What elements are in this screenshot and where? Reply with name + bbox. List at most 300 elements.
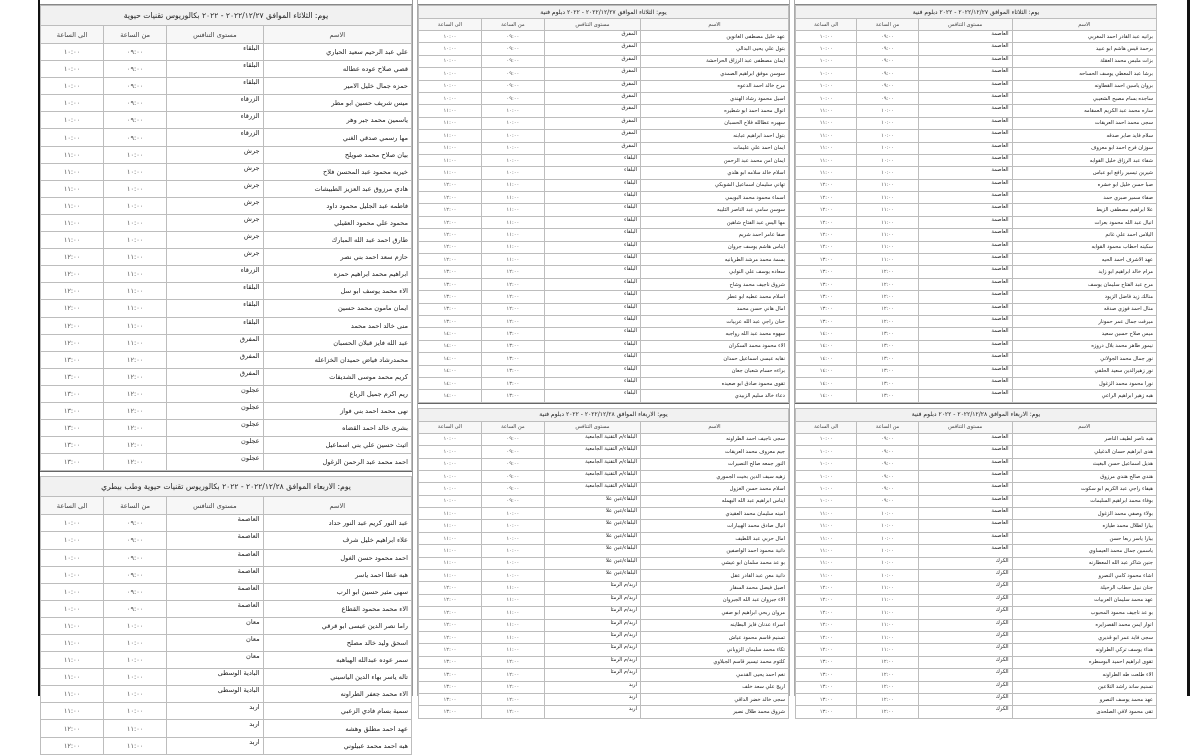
cell-level: الكرك [918,656,1012,668]
cell-level: المفرق [167,368,263,385]
cell-from-time: ٠٩:٠٠ [104,95,167,112]
cell-from-time: ١٢:٠٠ [104,420,167,437]
cell-name: تقى محمود لافي الصلحدى [1012,706,1156,718]
cell-name: ميس شريف حسين ابو مطر [263,95,411,112]
table-row [419,315,789,327]
cell-level: الزرقاء [167,112,263,129]
panel-left-tables [40,5,412,755]
cell-name: شروق ناجيف محمد وشاح [641,278,789,290]
cell-name: اسحق وليد خالد مصلح [263,635,411,652]
cell-name: تسنيم قاسم محمود عياش [641,631,789,643]
cell-from-time: ١٢:٠٠ [857,266,918,278]
table-row [41,232,412,249]
cell-name: سهى مثير حسين ابو الرب [263,583,411,600]
cell-level: البلقاء [544,266,640,278]
cell-to-time: ١٢:٠٠ [419,582,482,594]
cell-from-time: ١٢:٠٠ [481,315,544,327]
table-row [419,278,789,290]
table-row [419,117,789,129]
cell-level: العاصمة [918,291,1012,303]
cell-level: البلقاء/عين علا [544,508,640,520]
header-level: مستوى التنافس [167,26,263,44]
cell-to-time: ١٠:٠٠ [796,68,857,80]
cell-from-time: ٠٩:٠٠ [104,112,167,129]
cell-level: جرش [167,232,263,249]
cell-to-time: ١٣:٠٠ [419,669,482,681]
cell-name: اصيل فيصل محمد السقار [641,582,789,594]
cell-level: البلقاء [544,315,640,327]
cell-name: ايمان احمد علي عليمات [641,142,789,154]
table-row [419,130,789,142]
cell-level: العاصمة [918,117,1012,129]
cell-name: خيريه محمود عبد المحسن فلاح [263,163,411,180]
cell-to-time: ١٤:٠٠ [796,353,857,365]
cell-from-time: ٠٩:٠٠ [857,80,918,92]
cell-name: جيم معروف محمد العريقات [641,446,789,458]
table-row [796,483,1157,495]
cell-name: تسنيم ساند راشد التلاعين [1012,681,1156,693]
cell-to-time: ١١:٠٠ [796,130,857,142]
header-name: الاسم [641,19,789,31]
cell-level: العاصمة [918,31,1012,43]
cell-from-time: ١٠:٠٠ [481,570,544,582]
table-row [796,68,1157,80]
cell-level: العاصمة [918,520,1012,532]
table-row [419,365,789,377]
cell-name: برانيه عبد القادر احمد المغربي [1012,31,1156,43]
cell-name: صفاء سمير صبري حمد [1012,192,1156,204]
cell-name: دانية محمود احمد الواصفين [641,545,789,557]
cell-from-time: ١١:٠٠ [481,241,544,253]
document-page-right [794,0,1190,715]
cell-level: العاصمة [918,328,1012,340]
table-row [796,545,1157,557]
cell-from-time: ١٠:٠٠ [481,557,544,569]
cell-name: قصي صلاح عوده عطاله [263,61,411,78]
cell-to-time: ١٢:٠٠ [796,631,857,643]
cell-name: اسلام محمد عطيه ابو عطر [641,291,789,303]
cell-to-time: ١١:٠٠ [796,105,857,117]
cell-name: مها اليس عبد الفتاح شاهين [641,216,789,228]
cell-to-time: ١٣:٠٠ [41,351,104,368]
cell-from-time: ٠٩:٠٠ [104,78,167,95]
table-row [41,300,412,317]
cell-name: حنان راجي عبد الله عربيات [641,315,789,327]
header-name: الاسم [1012,421,1156,433]
cell-level: البلقاء [544,154,640,166]
cell-to-time: ١٠:٠٠ [41,95,104,112]
table-row [796,179,1157,191]
cell-from-time: ١٠:٠٠ [104,180,167,197]
table-row [419,266,789,278]
cell-to-time: ١٤:٠٠ [796,390,857,402]
cell-from-time: ١٠:٠٠ [481,520,544,532]
cell-level: البلقاء/عين علا [544,557,640,569]
table-title-row [41,6,412,26]
cell-from-time: ١٢:٠٠ [481,681,544,693]
cell-to-time: ١٣:٠٠ [796,693,857,705]
cell-from-time: ١١:٠٠ [104,266,167,283]
schedule-table [418,408,789,719]
cell-from-time: ١٠:٠٠ [857,570,918,582]
cell-from-time: ٠٩:٠٠ [481,31,544,43]
cell-to-time: ١٠:٠٠ [41,61,104,78]
cell-name: ايناس ابراهيم عبد الله البهمله [641,495,789,507]
cell-name: بشرى خالد احمد القضاه [263,420,411,437]
cell-from-time: ١٢:٠٠ [481,693,544,705]
cell-from-time: ٠٩:٠٠ [481,43,544,55]
cell-level: المفرق [167,351,263,368]
cell-from-time: ١١:٠٠ [104,300,167,317]
cell-from-time: ١١:٠٠ [481,644,544,656]
cell-level: البلقاء [544,353,640,365]
cell-from-time: ١٠:٠٠ [857,117,918,129]
table-row [41,669,412,686]
table-row [419,303,789,315]
cell-name: صبا حسن خليل ابو خشره [1012,179,1156,191]
cell-from-time: ١٣:٠٠ [481,353,544,365]
cell-from-time: ١٢:٠٠ [481,706,544,718]
header-name: الاسم [1012,19,1156,31]
cell-from-time: ١٠:٠٠ [104,163,167,180]
table-row [41,112,412,129]
cell-name: امال هاني حسن محمد [641,303,789,315]
cell-to-time: ١١:٠٠ [41,635,104,652]
cell-level: العاصمة [918,483,1012,495]
table-row [796,192,1157,204]
cell-to-time: ١٢:٠٠ [419,179,482,191]
cell-to-time: ١٠:٠٠ [796,495,857,507]
cell-name: نور جمال محمد الجولاني [1012,353,1156,365]
cell-name: دعاء خالد سليم الزبيدي [641,390,789,402]
cell-name: عهد احمد مطلق وهشه [263,720,411,737]
cell-level: المفرق [544,31,640,43]
table-row [796,377,1157,389]
cell-level: البادية الوسطى [167,686,263,703]
cell-name: نغم احمد يحيى القدمي [641,669,789,681]
cell-to-time: ١٢:٠٠ [796,229,857,241]
table-row [419,656,789,668]
cell-to-time: ١٠:٠٠ [41,515,104,532]
table-row [41,317,412,334]
cell-name: برحمة قيس هاشم ابو عبيد [1012,43,1156,55]
cell-level: جرش [167,214,263,231]
cell-from-time: ٠٩:٠٠ [857,495,918,507]
cell-to-time: ١١:٠٠ [796,520,857,532]
table-row [41,566,412,583]
table-header-row [419,19,789,31]
table-row [796,167,1157,179]
cell-to-time: ١٣:٠٠ [41,454,104,471]
cell-from-time: ١٣:٠٠ [481,390,544,402]
cell-name: عهد محمد سليمان العربيات [1012,594,1156,606]
table-row [419,105,789,117]
cell-from-time: ١٠:٠٠ [481,154,544,166]
cell-level: معان [167,652,263,669]
cell-name: علاء ابراهيم خليل شرف [263,532,411,549]
table-row [41,197,412,214]
cell-from-time: ١١:٠٠ [481,582,544,594]
cell-name: ساره محمد عبد الكريم العمقامه [1012,105,1156,117]
cell-name: حمزه جمال خليل الامير [263,78,411,95]
cell-from-time: ١٠:٠٠ [481,167,544,179]
cell-name: الاء محمد محمود القطاع [263,600,411,617]
cell-to-time: ١٤:٠٠ [419,353,482,365]
cell-name: سجى خالد خضر الداقي [641,693,789,705]
cell-name: ريم اكرم جميل الرباع [263,385,411,402]
table-row [419,179,789,191]
cell-from-time: ٠٩:٠٠ [481,495,544,507]
cell-to-time: ١٠:٠٠ [419,433,482,445]
table-row [796,303,1157,315]
table-row [796,508,1157,520]
table-row [41,44,412,61]
cell-to-time: ١٢:٠٠ [419,631,482,643]
cell-name: النور جمعه صالح النصيرات [641,458,789,470]
cell-name: بروان ياسين احمد القطاونه [1012,80,1156,92]
cell-to-time: ١٤:٠٠ [419,377,482,389]
table-row [41,266,412,283]
cell-level: عجلون [167,437,263,454]
cell-to-time: ١١:٠٠ [419,570,482,582]
cell-level: البلقاء/م التقنية الجامعية [544,433,640,445]
cell-from-time: ١٣:٠٠ [857,340,918,352]
table-row [796,681,1157,693]
cell-from-time: ١٢:٠٠ [857,303,918,315]
cell-from-time: ١٢:٠٠ [857,315,918,327]
table-row [419,520,789,532]
cell-to-time: ١١:٠٠ [419,508,482,520]
cell-to-time: ١٣:٠٠ [419,706,482,718]
table-row [41,129,412,146]
cell-to-time: ١٢:٠٠ [419,204,482,216]
cell-level: اربد [167,720,263,737]
table-row [796,495,1157,507]
cell-level: العاصمة [918,315,1012,327]
cell-to-time: ١١:٠٠ [419,105,482,117]
cell-level: العاصمة [918,105,1012,117]
cell-name: اسماء محمود محمد البويمي [641,192,789,204]
cell-level: العاصمة [167,515,263,532]
cell-to-time: ١١:٠٠ [41,686,104,703]
cell-to-time: ١٢:٠٠ [41,283,104,300]
header-level: مستوى التنافس [918,19,1012,31]
cell-name: سجى محمد احمد العريقات [1012,117,1156,129]
header-to: الى الساعة [41,497,104,515]
cell-from-time: ١٢:٠٠ [104,437,167,454]
cell-from-time: ١١:٠٠ [857,241,918,253]
cell-level: اربد/م الرمثا [544,669,640,681]
cell-name: منالك زيد فاضل الزيود [1012,291,1156,303]
table-row [796,204,1157,216]
cell-to-time: ١٤:٠٠ [419,340,482,352]
cell-name: مروان ربحي ابراهيم ابو صفي [641,607,789,619]
table-row [796,340,1157,352]
cell-to-time: ١٠:٠٠ [796,92,857,104]
cell-name: اسلام محمد حسن الغزول [641,483,789,495]
cell-level: جرش [167,146,263,163]
cell-name: سجى ناجيف احمد الطراونه [641,433,789,445]
cell-name: بيارا ياسر ربعا حسن [1012,532,1156,544]
table-row [41,617,412,634]
cell-to-time: ١١:٠٠ [41,146,104,163]
cell-to-time: ١٠:٠٠ [419,458,482,470]
cell-from-time: ٠٩:٠٠ [857,470,918,482]
table-row [419,192,789,204]
cell-to-time: ١١:٠٠ [41,703,104,720]
cell-to-time: ١١:٠٠ [796,142,857,154]
cell-name: هداء يوسف تركي الطراونه [1012,644,1156,656]
cell-level: الكرك [918,693,1012,705]
cell-from-time: ٠٩:٠٠ [481,92,544,104]
cell-from-time: ١٠:٠٠ [481,545,544,557]
cell-level: البلقاء [544,365,640,377]
cell-level: العاصمة [918,303,1012,315]
cell-from-time: ١٢:٠٠ [104,368,167,385]
cell-level: العاصمة [918,458,1012,470]
cell-name: عهد خليل مصطفى الغانوين [641,31,789,43]
cell-name: براءه حسام شعبان جعان [641,365,789,377]
cell-name: سجى فايد عمر ابو قديري [1012,631,1156,643]
cell-name: اريج علي سعد خلف [641,681,789,693]
table-row [796,130,1157,142]
cell-name: هدى ابراهيم حسان الدغيلي [1012,446,1156,458]
cell-from-time: ١١:٠٠ [481,631,544,643]
cell-to-time: ١١:٠٠ [796,545,857,557]
cell-to-time: ١٠:٠٠ [419,470,482,482]
cell-from-time: ١٠:٠٠ [104,635,167,652]
table-row [796,532,1157,544]
table-row [796,644,1157,656]
cell-level: عجلون [167,402,263,419]
cell-to-time: ١١:٠٠ [41,163,104,180]
header-from: من الساعة [481,19,544,31]
cell-from-time: ١١:٠٠ [857,644,918,656]
cell-level: البلقاء/عين علا [544,570,640,582]
cell-name: سكينه احطاب محمود القوابه [1012,241,1156,253]
cell-level: الكرك [918,681,1012,693]
table-row [41,635,412,652]
cell-to-time: ١٢:٠٠ [796,241,857,253]
table-row [41,600,412,617]
cell-to-time: ١٣:٠٠ [419,303,482,315]
table-row [796,55,1157,67]
cell-level: البلقاء [167,44,263,61]
cell-from-time: ١٢:٠٠ [481,656,544,668]
cell-from-time: ١١:٠٠ [857,619,918,631]
cell-from-time: ١٠:٠٠ [857,130,918,142]
table-row [41,163,412,180]
cell-level: البلقاء [544,340,640,352]
table-row [419,154,789,166]
cell-level: جرش [167,180,263,197]
cell-to-time: ١٣:٠٠ [419,693,482,705]
cell-level: العاصمة [167,549,263,566]
cell-from-time: ٠٩:٠٠ [104,61,167,78]
table-row [796,594,1157,606]
cell-level: العاصمة [918,508,1012,520]
table-header-row [796,19,1157,31]
table-row [796,365,1157,377]
table-row [796,706,1157,718]
table-row [41,78,412,95]
cell-to-time: ١٣:٠٠ [796,669,857,681]
cell-name: هديل اسماعيل حسن البغيث [1012,458,1156,470]
table-row [796,80,1157,92]
cell-from-time: ١٢:٠٠ [857,669,918,681]
table-row [419,644,789,656]
cell-name: كلثوم محمد تيسير قاسم الجبلاوي [641,656,789,668]
cell-name: الاء جبروان عبد الله الجبروان [641,594,789,606]
cell-to-time: ١٠:٠٠ [796,43,857,55]
cell-level: العاصمة [918,68,1012,80]
cell-from-time: ١٠:٠٠ [481,117,544,129]
cell-to-time: ١٢:٠٠ [41,720,104,737]
cell-from-time: ١٠:٠٠ [857,545,918,557]
table-row [419,43,789,55]
cell-name: تهاني سليمان اسماعيل الشوبكي [641,179,789,191]
cell-name: مرح عبد الفتاح سليمان يوسف [1012,278,1156,290]
cell-from-time: ٠٩:٠٠ [481,483,544,495]
cell-from-time: ١١:٠٠ [104,720,167,737]
cell-level: العاصمة [918,204,1012,216]
cell-from-time: ١٠:٠٠ [481,130,544,142]
table-title: يوم: الثلاثاء الموافق ٢٠٢٢/١٢/٢٧ - ٢٠٢٢ دبلوم فنية [796,6,1157,19]
cell-name: حازم سعد احمد بني نصر [263,249,411,266]
cell-name: سوزان فرج احمد ابو معروف [1012,142,1156,154]
cell-from-time: ١١:٠٠ [481,229,544,241]
table-row [419,545,789,557]
cell-to-time: ١١:٠٠ [796,570,857,582]
table-row [796,693,1157,705]
cell-to-time: ١١:٠٠ [419,545,482,557]
cell-from-time: ١١:٠٠ [104,283,167,300]
table-row [796,142,1157,154]
cell-from-time: ٠٩:٠٠ [104,532,167,549]
cell-name: ايمان مامون محمد حسين [263,300,411,317]
cell-name: بو عد محمد سلمان ابو عيشي [641,557,789,569]
table-row [796,631,1157,643]
table-row [419,495,789,507]
cell-name: انيال عبد الله محمود بعرات [1012,216,1156,228]
cell-level: البلقاء [544,254,640,266]
table-row [796,315,1157,327]
cell-level: العاصمة [167,532,263,549]
cell-level: العاصمة [167,583,263,600]
table-row [419,693,789,705]
cell-name: سهيره عطالله فلاح الحسبان [641,117,789,129]
cell-from-time: ٠٩:٠٠ [857,92,918,104]
table-row [796,446,1157,458]
cell-name: انوال محمد احمد ابو شطيره [641,105,789,117]
table-row [796,607,1157,619]
cell-level: العاصمة [918,433,1012,445]
cell-level: الكرك [918,607,1012,619]
cell-level: اربد [544,706,640,718]
cell-level: اربد/م الرمثا [544,594,640,606]
table-row [419,532,789,544]
table-row [41,454,412,471]
cell-from-time: ١٠:٠٠ [857,520,918,532]
cell-to-time: ١٠:٠٠ [41,44,104,61]
cell-name: منال احمد فوزي صدقه [1012,303,1156,315]
cell-level: العاصمة [918,377,1012,389]
table-row [796,266,1157,278]
cell-from-time: ١٠:٠٠ [857,508,918,520]
cell-from-time: ١١:٠٠ [857,582,918,594]
cell-to-time: ١٢:٠٠ [419,216,482,228]
cell-to-time: ١٣:٠٠ [419,681,482,693]
